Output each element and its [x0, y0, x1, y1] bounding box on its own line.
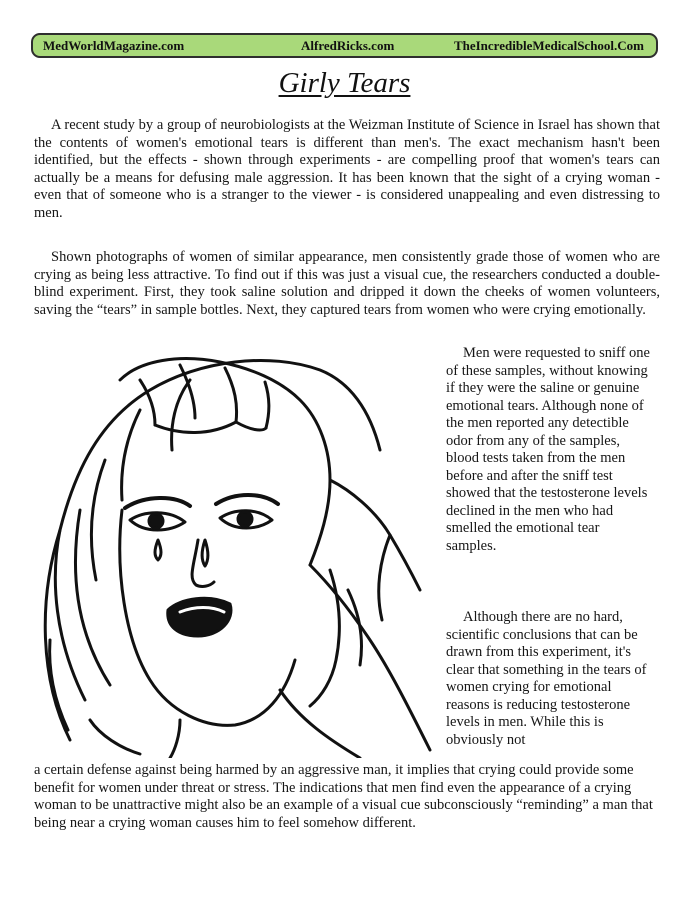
- article-title: Girly Tears: [278, 67, 411, 99]
- article-paragraph-1: A recent study by a group of neurobiologists at the Weizman Institute of Science in Israel has shown that the contents of women's emotional tears is different than men's. The exact mechanism hasn't been identified, but the effects - shown through experiments - are compelling proof that women's tears can actually be a means for defusing male aggression. It has been known that the sight of a crying woman - even that of someone who is a stranger to the viewer - is considered unappealing and even distressing to men.: [34, 117, 660, 221]
- site-banner: [31, 33, 658, 58]
- crying-woman-illustration: [30, 340, 444, 758]
- site-link-incrediblemedicalschool[interactable]: TheIncredibleMedicalSchool.Com: [453, 38, 644, 53]
- article-paragraph-3: Men were requested to sniff one of these samples, without knowing if they were the saline or genuine emotional tears. Although none of the men reported any detectible odor from any of the samples, blood tests taken from the men before and after the sniff test showed that the testosterone levels declined in the men who had smelled the emotional tear samples.: [446, 345, 650, 554]
- tear-left: [155, 540, 161, 560]
- article-paragraph-4-continued: a certain defense against being harmed by an aggressive man, it implies that crying could provide some benefit for women under threat or stress. The indications that men find even the appearance of a crying woman to be unattractive might also be an example of a visual cue subconsciously “reminding” a man that being near a crying woman causes him to feel somehow different.: [34, 762, 653, 831]
- article-paragraph-2: Shown photographs of women of similar appearance, men consistently grade those of women who are crying as being less attractive. To find out if this was just a visual cue, the researchers conducted a double-blind experiment. First, they took saline solution and dripped it down the cheeks of women volunteers, saving the “tears” in sample bottles. Next, they captured tears from women who were crying emotionally.: [34, 249, 660, 318]
- site-link-alfredricks[interactable]: AlfredRicks.com: [301, 38, 395, 53]
- site-link-medworldmagazine[interactable]: MedWorldMagazine.com: [43, 38, 185, 53]
- article-paragraph-4: Although there are no hard, scientific conclusions that can be drawn from this experiment, it's clear that something in the tears of women crying for emotional reasons is reducing testosterone levels in men. While this is obviously not: [446, 609, 647, 748]
- mouth: [168, 598, 231, 636]
- tear-right: [202, 540, 208, 566]
